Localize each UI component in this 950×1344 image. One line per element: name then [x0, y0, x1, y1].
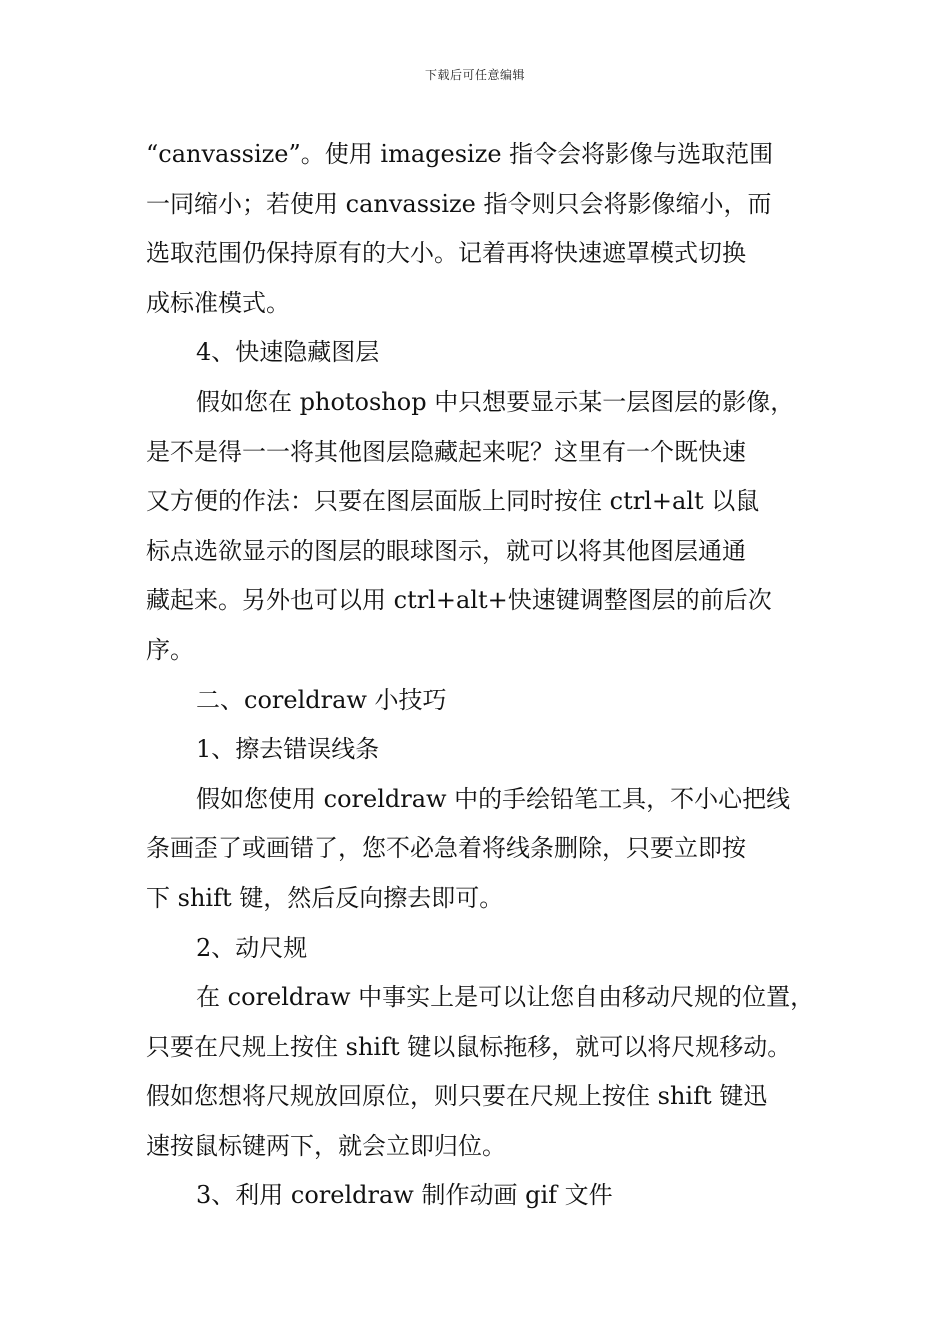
- text-line: 是不是得一一将其他图层隐藏起来呢？这里有一个既快速: [146, 437, 746, 466]
- text-line: 在 coreldraw 中事实上是可以让您自由移动尺规的位置，: [196, 983, 815, 1012]
- document-body: [146, 130, 836, 1221]
- text-line: 假如您使用 coreldraw 中的手绘铅笔工具，不小心把线: [196, 784, 791, 813]
- section-heading-4: 4、快速隐藏图层: [196, 338, 380, 367]
- text-line: 一同缩小；若使用 canvassize 指令则只会将影像缩小，而: [146, 189, 772, 218]
- text-line: 又方便的作法：只要在图层面版上同时按住 ctrl+alt 以鼠: [146, 487, 760, 516]
- chapter-heading-coreldraw: 二、coreldraw 小技巧: [196, 685, 447, 714]
- text-line: 假如您在 photoshop 中只想要显示某一层图层的影像，: [196, 387, 795, 416]
- text-line: 成标准模式。: [146, 288, 290, 317]
- text-line: “canvassize”。使用 imagesize 指令会将影像与选取范围: [146, 140, 774, 168]
- section-heading-2: 2、动尺规: [196, 933, 308, 962]
- section-heading-1: 1、擦去错误线条: [196, 735, 380, 764]
- text-line: 藏起来。另外也可以用 ctrl+alt+快速键调整图层的前后次: [146, 586, 772, 615]
- text-line: 选取范围仍保持原有的大小。记着再将快速遮罩模式切换: [146, 239, 746, 268]
- text-line: 只要在尺规上按住 shift 键以鼠标拖移，就可以将尺规移动。: [146, 1032, 792, 1061]
- text-line: 下 shift 键，然后反向擦去即可。: [146, 883, 504, 912]
- page-header: 下载后可任意编辑: [424, 68, 525, 82]
- text-line: 标点选欲显示的图层的眼球图示，就可以将其他图层通通: [146, 536, 746, 565]
- text-line: 假如您想将尺规放回原位，则只要在尺规上按住 shift 键迅: [146, 1082, 768, 1111]
- text-line: 条画歪了或画错了，您不必急着将线条删除，只要立即按: [146, 834, 746, 863]
- text-line: 速按鼠标键两下，就会立即归位。: [146, 1131, 506, 1160]
- section-heading-3: 3、利用 coreldraw 制作动画 gif 文件: [196, 1181, 613, 1210]
- text-line: 序。: [146, 635, 194, 664]
